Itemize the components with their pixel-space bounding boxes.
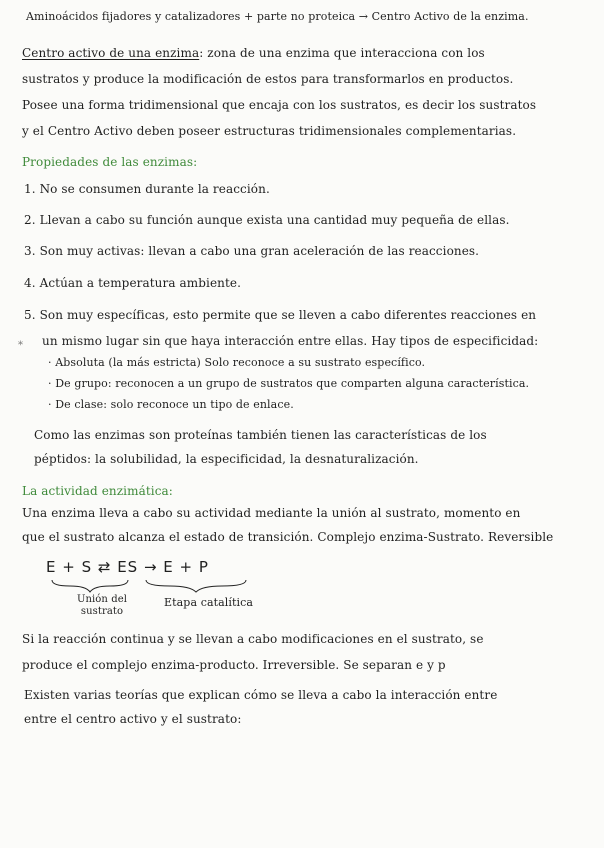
property-5-line-2: un mismo lugar sin que haya interacción entre ellas. Hay tipos de especificidad: [42, 334, 539, 348]
margin-mark: * [18, 340, 23, 351]
definition-line-1 [22, 46, 485, 60]
definition-line-2: sustratos y produce la modificación de estos para transformarlos en productos. [22, 72, 514, 86]
activity-line-2: que el sustrato alcanza el estado de transición. Complejo enzima-Sustrato. Reversible [22, 530, 554, 544]
activity-line-1: Una enzima lleva a cabo su actividad mediante la unión al sustrato, momento en [22, 506, 521, 520]
substrate-binding-label: Unión del sustrato [76, 594, 128, 617]
property-5-line-1: 5. Son muy específicas, esto permite que se lleven a cabo diferentes reacciones en [24, 308, 537, 322]
properties-heading: Propiedades de las enzimas: [22, 155, 198, 169]
property-4: 4. Actúan a temperatura ambiente. [24, 276, 242, 290]
proteins-line-1: Como las enzimas son proteínas también tienen las características de los [34, 428, 487, 442]
theories-line-1: Existen varias teorías que explican cómo se lleva a cabo la interacción entre [24, 688, 498, 702]
continuation-line-1: Si la reacción continua y se llevan a cabo modificaciones en el sustrato, se [22, 632, 484, 646]
continuation-line-2: produce el complejo enzima-producto. Irreversible. Se separan e y p [22, 658, 446, 672]
property-3: 3. Son muy activas: llevan a cabo una gran aceleración de las reacciones. [24, 244, 480, 258]
property-2: 2. Llevan a cabo su función aunque exista una cantidad muy pequeña de ellas. [24, 213, 510, 227]
definition-term: Centro activo de una enzima [22, 46, 200, 60]
definition-line-3: Posee una forma tridimensional que encaja con los sustratos, es decir los sustratos [22, 98, 537, 112]
proteins-line-2: péptidos: la solubilidad, la especificidad, la desnaturalización. [34, 452, 419, 466]
theories-line-2: entre el centro activo y el sustrato: [24, 712, 242, 726]
intro-line: Aminoácidos fijadores y catalizadores + parte no proteica → Centro Activo de la enzima. [26, 10, 529, 23]
property-1: 1. No se consumen durante la reacción. [24, 182, 270, 196]
catalytic-stage-label: Etapa catalítica [164, 596, 254, 609]
reaction-equation: E + S ⇄ ES → E + P [46, 558, 209, 576]
specificity-class: · De clase: solo reconoce un tipo de enlace. [48, 398, 294, 411]
definition-line-4: y el Centro Activo deben poseer estructuras tridimensionales complementarias. [22, 124, 517, 138]
definition-text: : zona de una enzima que interacciona con los [199, 46, 485, 60]
reaction-braces [50, 578, 250, 594]
specificity-absolute: · Absoluta (la más estricta) Solo reconoce a su sustrato específico. [48, 356, 426, 369]
specificity-group: · De grupo: reconocen a un grupo de sustratos que comparten alguna característica. [48, 377, 530, 390]
activity-heading: La actividad enzimática: [22, 484, 173, 498]
